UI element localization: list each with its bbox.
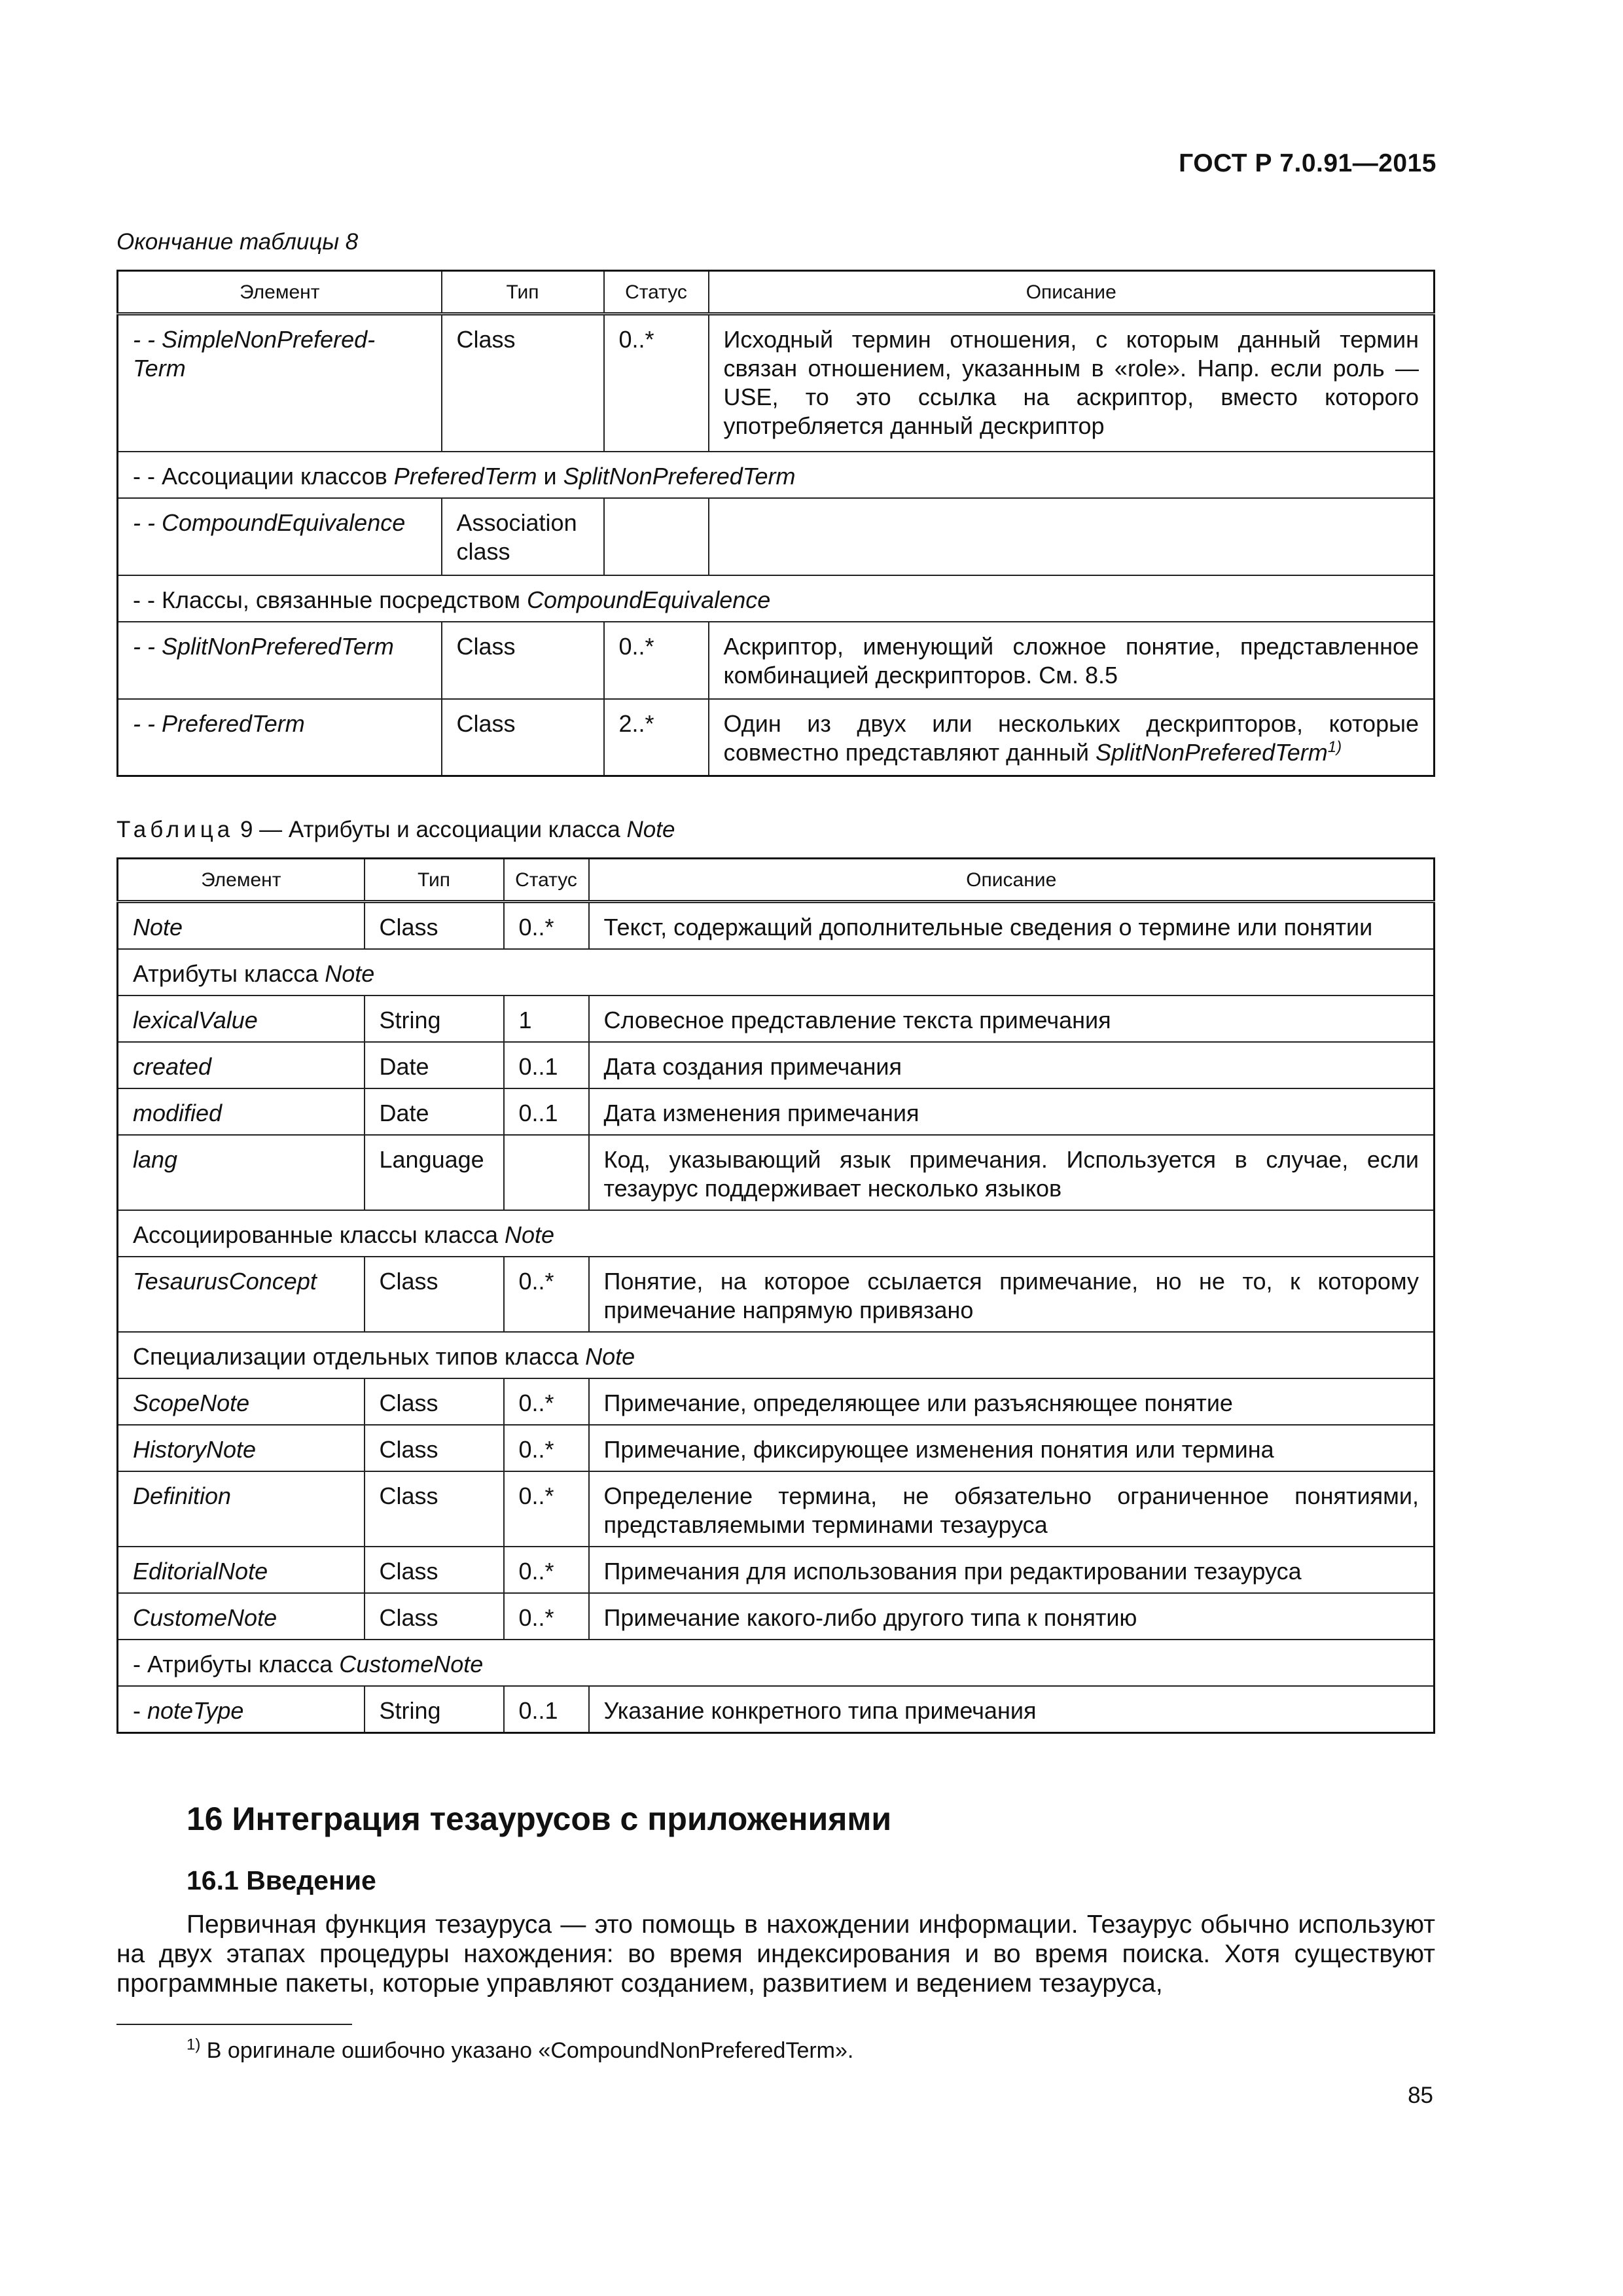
- status-cell: 0..*: [504, 1425, 589, 1471]
- type-cell: Class: [365, 902, 504, 950]
- table-9: [116, 857, 1435, 1734]
- element-cell: - - SimpleNonPrefered-Term: [118, 314, 442, 452]
- table-row: [118, 699, 1435, 776]
- element-cell: TesaurusConcept: [118, 1257, 365, 1332]
- element-cell: lang: [118, 1135, 365, 1210]
- table-row: [118, 1378, 1435, 1425]
- section-heading: 16 Интеграция тезаурусов с приложениями: [187, 1801, 892, 1837]
- type-cell: Date: [365, 1088, 504, 1135]
- type-cell: Class: [365, 1593, 504, 1640]
- status-cell: [604, 498, 709, 575]
- table-header-row: [118, 271, 1435, 314]
- type-cell: Class: [365, 1257, 504, 1332]
- status-cell: 0..1: [504, 1088, 589, 1135]
- status-cell: 0..*: [504, 1593, 589, 1640]
- status-cell: 0..1: [504, 1686, 589, 1733]
- type-cell: Association class: [442, 498, 604, 575]
- group-cell: - Атрибуты класса CustomeNote: [118, 1640, 1435, 1686]
- status-cell: [504, 1135, 589, 1210]
- document-header: ГОСТ Р 7.0.91—2015: [1179, 149, 1436, 177]
- status-cell: 0..*: [504, 902, 589, 950]
- table-row: [118, 1257, 1435, 1332]
- description-cell: Словесное представление текста примечания: [589, 996, 1435, 1042]
- element-cell: HistoryNote: [118, 1425, 365, 1471]
- footnote-ref: 1): [1327, 738, 1342, 756]
- element-cell: Note: [118, 902, 365, 950]
- status-cell: 1: [504, 996, 589, 1042]
- element-cell: - - CompoundEquivalence: [118, 498, 442, 575]
- column-header: Тип: [365, 859, 504, 902]
- status-cell: 0..*: [504, 1547, 589, 1593]
- table9-caption: Таблица 9 — Атрибуты и ассоциации класса Note: [116, 817, 675, 842]
- status-cell: 0..*: [604, 314, 709, 452]
- table-row: [118, 314, 1435, 452]
- table-row: [118, 1547, 1435, 1593]
- body-paragraph: Первичная функция тезауруса — это помощь в нахождении информации. Тезаурус обычно используют на двух этапах процедуры нахождения: во время индексирования и во время поиска. Хотя существуют программные пакеты, которые управляют созданием, развитием и ведением тезауруса,: [116, 1910, 1435, 1998]
- column-header: Тип: [442, 271, 604, 314]
- element-cell: EditorialNote: [118, 1547, 365, 1593]
- footnote-divider: [116, 2024, 352, 2025]
- group-cell: Ассоциированные классы класса Note: [118, 1210, 1435, 1257]
- description-cell: Текст, содержащий дополнительные сведения о термине или понятии: [589, 902, 1435, 950]
- table-row: [118, 902, 1435, 950]
- footnote-marker: 1): [187, 2036, 201, 2054]
- description-cell: Указание конкретного типа примечания: [589, 1686, 1435, 1733]
- description-cell: Дата создания примечания: [589, 1042, 1435, 1088]
- description-cell: Примечание, фиксирующее изменения понятия или термина: [589, 1425, 1435, 1471]
- description-cell: Примечания для использования при редактировании тезауруса: [589, 1547, 1435, 1593]
- status-cell: 0..*: [604, 622, 709, 699]
- description-cell: Один из двух или нескольких дескрипторов, которые совместно представляют данный SplitNonPreferedTerm$^{1)}$: [709, 699, 1435, 776]
- group-cell: - - Ассоциации классов PreferedTerm и SplitNonPreferedTerm: [118, 452, 1435, 498]
- column-header: Статус: [604, 271, 709, 314]
- type-cell: Class: [442, 699, 604, 776]
- type-cell: String: [365, 996, 504, 1042]
- group-cell: Атрибуты класса Note: [118, 949, 1435, 996]
- type-cell: Class: [442, 622, 604, 699]
- table-8: [116, 270, 1435, 777]
- column-header: Описание: [709, 271, 1435, 314]
- subsection-heading: 16.1 Введение: [187, 1865, 376, 1895]
- table8-caption: Окончание таблицы 8: [116, 229, 359, 255]
- description-cell: Примечание, определяющее или разъясняющее понятие: [589, 1378, 1435, 1425]
- element-cell: modified: [118, 1088, 365, 1135]
- table-header-row: [118, 859, 1435, 902]
- column-header: Статус: [504, 859, 589, 902]
- description-cell: Определение термина, не обязательно ограниченное понятиями, представляемыми терминами тезауруса: [589, 1471, 1435, 1547]
- table-row: [118, 622, 1435, 699]
- status-cell: 0..*: [504, 1378, 589, 1425]
- type-cell: Class: [365, 1471, 504, 1547]
- description-cell: Понятие, на которое ссылается примечание, но не то, к которому примечание напрямую привязано: [589, 1257, 1435, 1332]
- description-cell: [709, 498, 1435, 575]
- table-row: [118, 1042, 1435, 1088]
- description-cell: Аскриптор, именующий сложное понятие, представленное комбинацией дескрипторов. См. 8.5: [709, 622, 1435, 699]
- element-cell: Definition: [118, 1471, 365, 1547]
- type-cell: Date: [365, 1042, 504, 1088]
- group-cell: - - Классы, связанные посредством CompoundEquivalence: [118, 575, 1435, 622]
- status-cell: 2..*: [604, 699, 709, 776]
- footnote: $^{1)}$ В оригинале ошибочно указано «CompoundNonPreferedTerm».: [187, 2036, 854, 2063]
- table-row: [118, 996, 1435, 1042]
- element-cell: - - PreferedTerm: [118, 699, 442, 776]
- column-header: Элемент: [118, 271, 442, 314]
- description-cell: Дата изменения примечания: [589, 1088, 1435, 1135]
- description-cell: Примечание какого-либо другого типа к понятию: [589, 1593, 1435, 1640]
- group-cell: Специализации отдельных типов класса Note: [118, 1332, 1435, 1378]
- type-cell: Class: [442, 314, 604, 452]
- status-cell: 0..1: [504, 1042, 589, 1088]
- status-cell: 0..*: [504, 1257, 589, 1332]
- table-row: [118, 1593, 1435, 1640]
- element-cell: created: [118, 1042, 365, 1088]
- element-cell: - noteType: [118, 1686, 365, 1733]
- table-group-row: [118, 1210, 1435, 1257]
- column-header: Элемент: [118, 859, 365, 902]
- element-cell: ScopeNote: [118, 1378, 365, 1425]
- table-row: [118, 1425, 1435, 1471]
- table-group-row: [118, 949, 1435, 996]
- element-cell: - - SplitNonPreferedTerm: [118, 622, 442, 699]
- table-row: [118, 1135, 1435, 1210]
- type-cell: Class: [365, 1378, 504, 1425]
- type-cell: Class: [365, 1547, 504, 1593]
- table-group-row: [118, 1332, 1435, 1378]
- type-cell: Language: [365, 1135, 504, 1210]
- column-header: Описание: [589, 859, 1435, 902]
- page-number: 85: [1408, 2083, 1433, 2108]
- description-cell: Исходный термин отношения, с которым данный термин связан отношением, указанным в «role». Напр. если роль — USE, то это ссылка на аскриптор, вместо которого употребляется данный дескриптор: [709, 314, 1435, 452]
- table-group-row: [118, 575, 1435, 622]
- type-cell: Class: [365, 1425, 504, 1471]
- table-row: [118, 1686, 1435, 1733]
- table-group-row: [118, 452, 1435, 498]
- table-row: [118, 1088, 1435, 1135]
- description-cell: Код, указывающий язык примечания. Используется в случае, если тезаурус поддерживает несколько языков: [589, 1135, 1435, 1210]
- table-row: [118, 1471, 1435, 1547]
- type-cell: String: [365, 1686, 504, 1733]
- table-row: [118, 498, 1435, 575]
- element-cell: lexicalValue: [118, 996, 365, 1042]
- table-group-row: [118, 1640, 1435, 1686]
- element-cell: CustomeNote: [118, 1593, 365, 1640]
- status-cell: 0..*: [504, 1471, 589, 1547]
